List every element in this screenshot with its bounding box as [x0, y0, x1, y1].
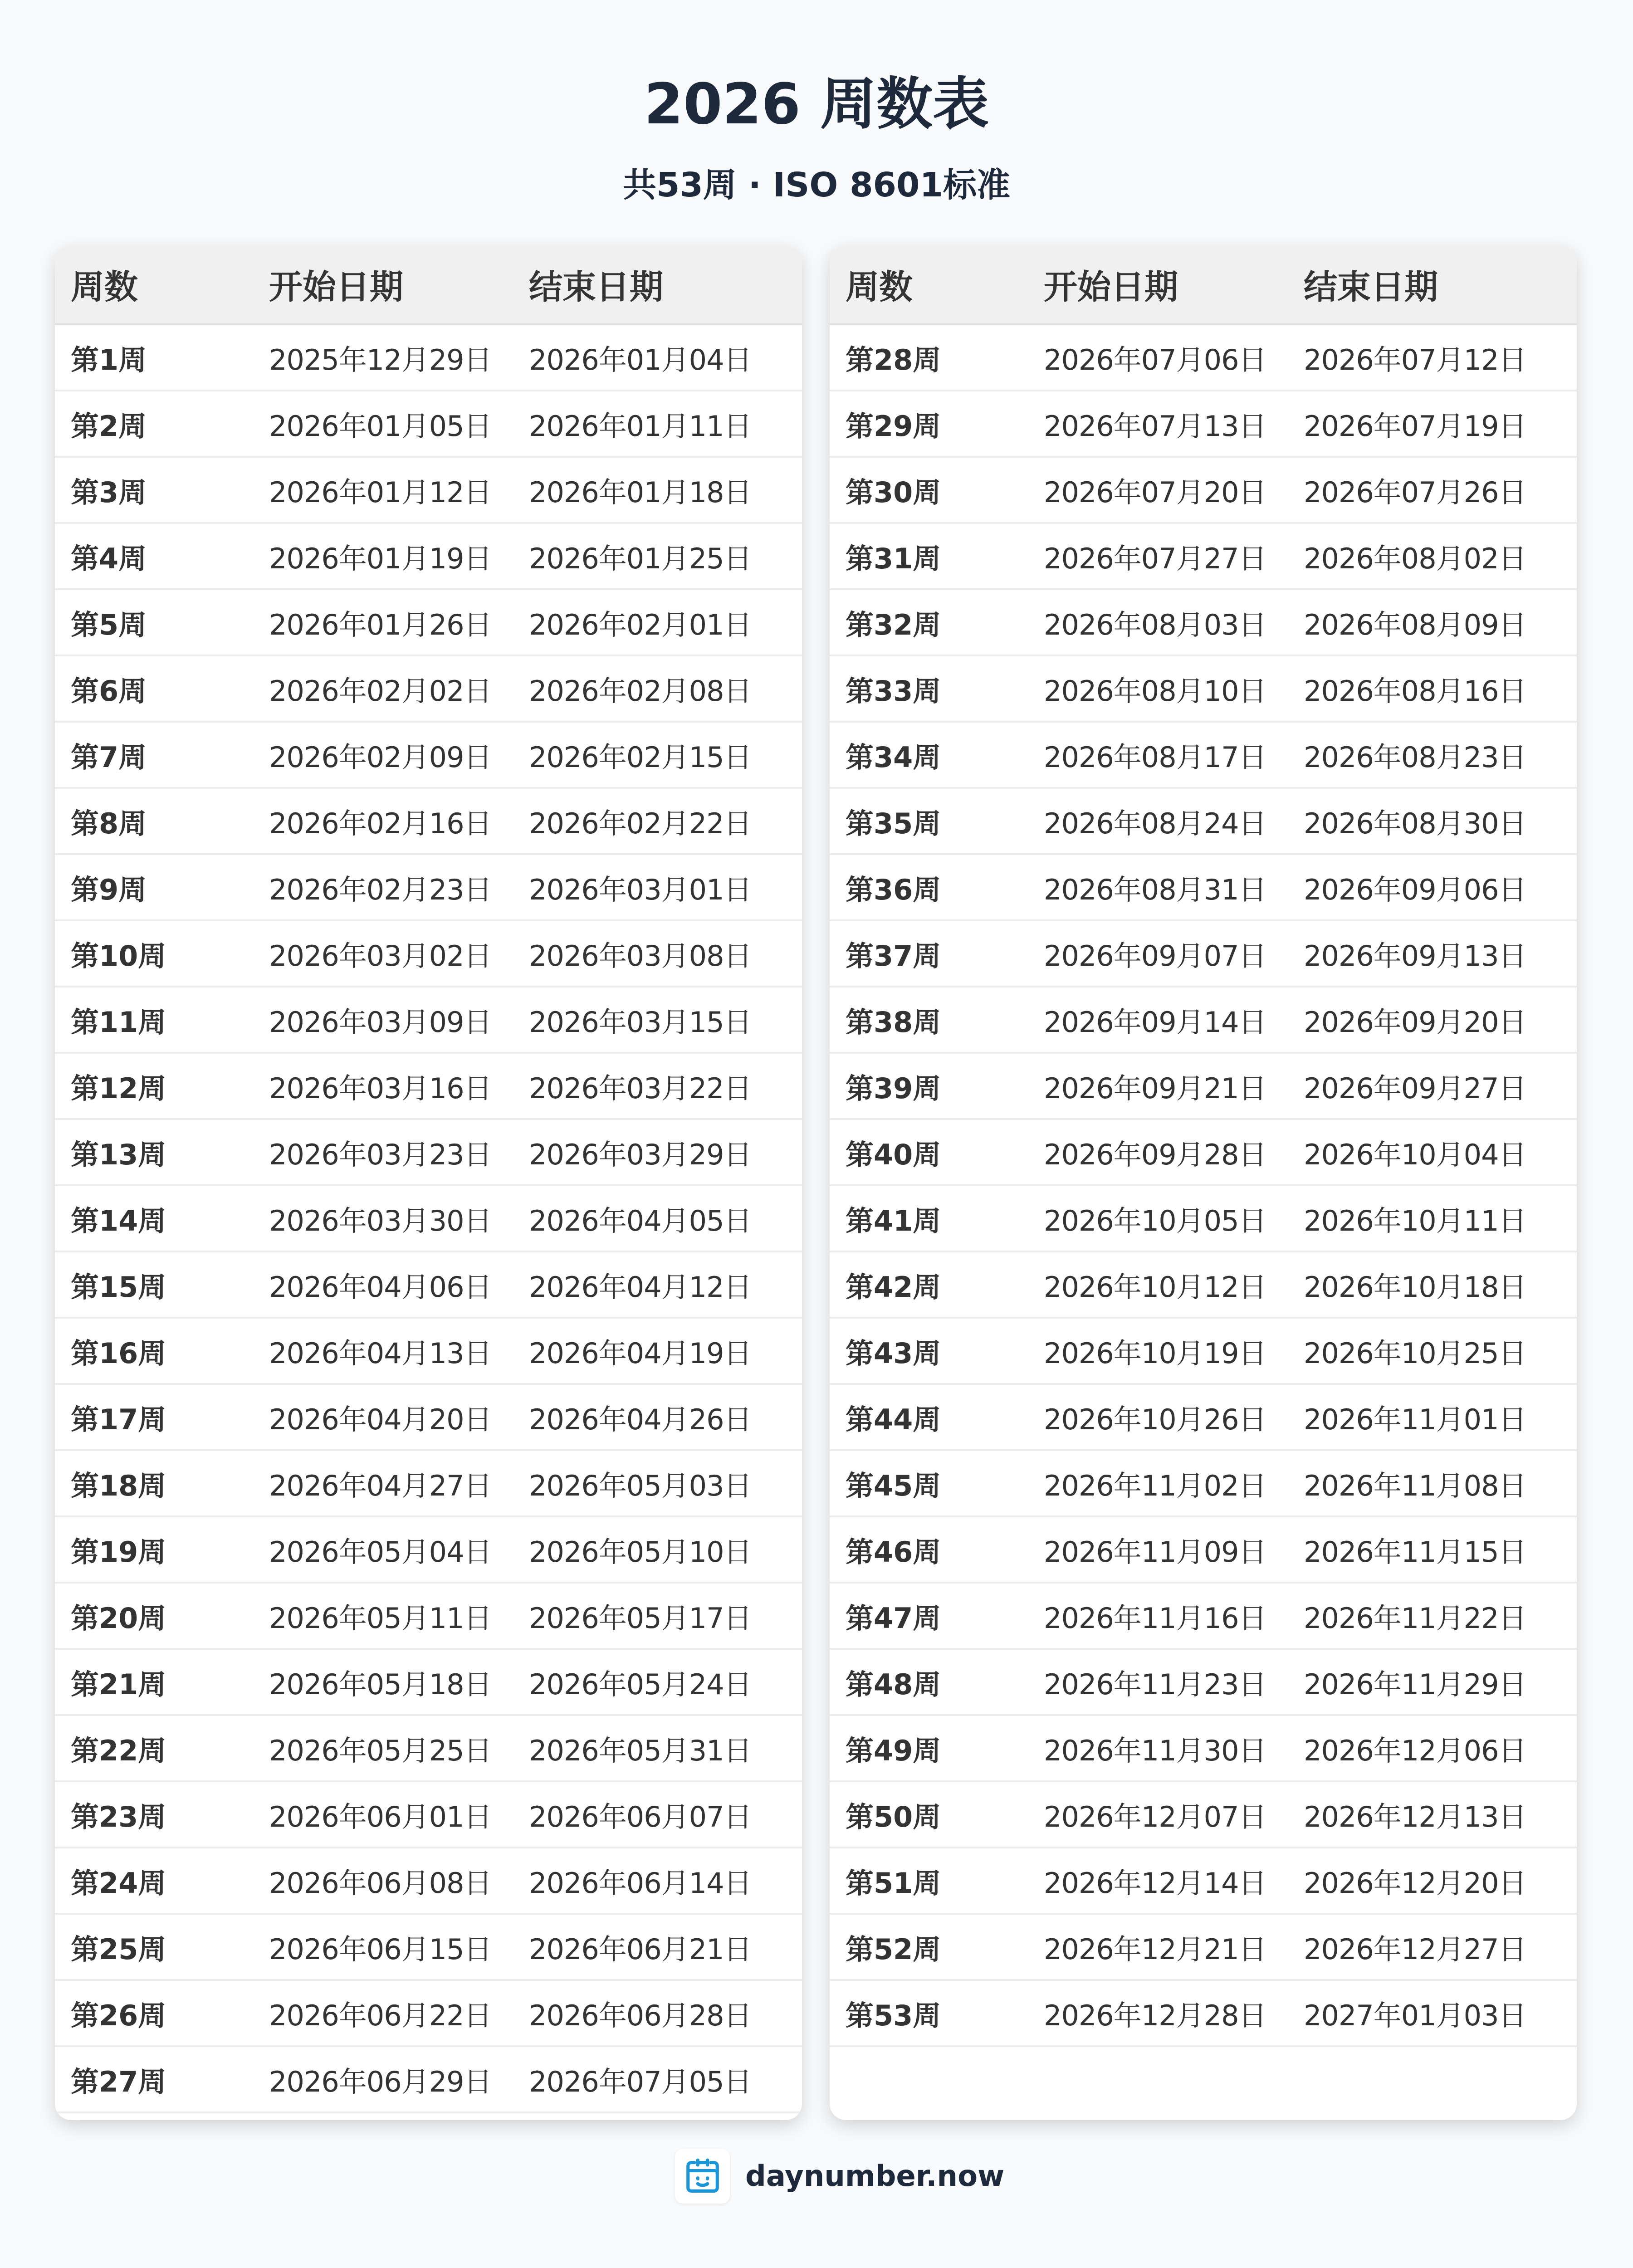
week-number: 第25周	[71, 1932, 166, 1966]
week-number: 第12周	[71, 1071, 166, 1105]
table-row	[830, 656, 1577, 723]
start-date: 2026年10月12日	[1044, 1270, 1266, 1304]
end-date: 2026年01月04日	[529, 343, 752, 376]
start-date: 2026年03月09日	[269, 1005, 492, 1039]
table-row	[55, 1650, 802, 1716]
table-row	[55, 1716, 802, 1782]
week-number: 第27周	[71, 2065, 166, 2098]
end-date: 2026年01月11日	[529, 409, 752, 443]
week-number: 第40周	[846, 1138, 941, 1171]
table-header	[830, 246, 1577, 325]
end-date: 2026年02月22日	[529, 807, 752, 840]
end-date: 2026年08月09日	[1304, 608, 1526, 641]
week-number: 第53周	[846, 1999, 941, 2032]
start-date: 2026年04月06日	[269, 1270, 492, 1304]
end-date: 2026年07月12日	[1304, 343, 1526, 376]
week-number: 第36周	[846, 873, 941, 906]
week-number: 第17周	[71, 1403, 166, 1436]
start-date: 2026年08月31日	[1044, 873, 1266, 906]
end-date: 2026年03月29日	[529, 1138, 752, 1171]
start-date: 2026年08月10日	[1044, 674, 1266, 708]
start-date: 2026年11月09日	[1044, 1535, 1266, 1569]
start-date: 2026年11月23日	[1044, 1667, 1266, 1701]
week-number: 第24周	[71, 1866, 166, 1900]
table-row	[830, 1186, 1577, 1252]
week-number: 第45周	[846, 1469, 941, 1502]
table-header	[55, 246, 802, 325]
end-date: 2026年10月04日	[1304, 1138, 1526, 1171]
end-date: 2026年03月15日	[529, 1005, 752, 1039]
week-number: 第26周	[71, 1999, 166, 2032]
start-date: 2026年05月11日	[269, 1601, 492, 1635]
table-row	[55, 855, 802, 921]
end-date: 2026年07月26日	[1304, 475, 1526, 509]
end-date: 2026年02月01日	[529, 608, 752, 641]
table-row	[55, 987, 802, 1054]
table-row	[55, 1319, 802, 1385]
week-number: 第7周	[71, 740, 147, 774]
end-date: 2026年10月25日	[1304, 1336, 1526, 1370]
end-date: 2026年03月08日	[529, 939, 752, 973]
table-row	[830, 1782, 1577, 1848]
end-date: 2026年08月30日	[1304, 807, 1526, 840]
end-date: 2026年04月05日	[529, 1204, 752, 1237]
week-number: 第34周	[846, 740, 941, 774]
end-date: 2026年03月01日	[529, 873, 752, 906]
table-row	[830, 1517, 1577, 1584]
table-row	[830, 524, 1577, 590]
column-header: 开始日期	[1044, 268, 1178, 307]
week-number: 第38周	[846, 1005, 941, 1039]
week-number: 第11周	[71, 1005, 166, 1039]
week-number: 第31周	[846, 542, 941, 575]
start-date: 2026年08月17日	[1044, 740, 1266, 774]
start-date: 2026年01月12日	[269, 475, 492, 509]
table-row	[830, 723, 1577, 789]
week-number: 第22周	[71, 1734, 166, 1767]
table-row	[830, 1252, 1577, 1319]
week-number: 第1周	[71, 343, 147, 376]
start-date: 2026年08月03日	[1044, 608, 1266, 641]
table-row	[830, 987, 1577, 1054]
table-row	[55, 1451, 802, 1517]
table-row	[55, 325, 802, 391]
week-number: 第5周	[71, 608, 147, 641]
table-row	[830, 1584, 1577, 1650]
week-number: 第43周	[846, 1336, 941, 1370]
week-number: 第4周	[71, 542, 147, 575]
table-row	[55, 458, 802, 524]
start-date: 2026年12月28日	[1044, 1999, 1266, 2032]
start-date: 2026年05月18日	[269, 1667, 492, 1701]
table-row	[830, 590, 1577, 656]
end-date: 2026年06月21日	[529, 1932, 752, 1966]
end-date: 2026年09月13日	[1304, 939, 1526, 973]
week-number: 第21周	[71, 1667, 166, 1701]
week-number: 第14周	[71, 1204, 166, 1237]
table-row	[55, 1584, 802, 1650]
week-number: 第10周	[71, 939, 166, 973]
end-date: 2026年12月27日	[1304, 1932, 1526, 1966]
table-row	[55, 1782, 802, 1848]
page-subtitle: 共53周 · ISO 8601标准	[622, 166, 1011, 205]
end-date: 2026年08月23日	[1304, 740, 1526, 774]
end-date: 2026年05月31日	[529, 1734, 752, 1767]
week-number: 第44周	[846, 1403, 941, 1436]
column-header: 结束日期	[529, 268, 663, 307]
table-row	[55, 391, 802, 458]
column-header: 周数	[71, 268, 138, 307]
table-row	[55, 1120, 802, 1186]
week-number: 第6周	[71, 674, 147, 708]
calendar-smile-icon	[675, 2149, 730, 2204]
start-date: 2026年04月13日	[269, 1336, 492, 1370]
week-table-left	[55, 246, 802, 2120]
start-date: 2026年01月05日	[269, 409, 492, 443]
table-row	[55, 1186, 802, 1252]
end-date: 2026年05月24日	[529, 1667, 752, 1701]
end-date: 2026年02月08日	[529, 674, 752, 708]
start-date: 2026年01月19日	[269, 542, 492, 575]
start-date: 2026年03月30日	[269, 1204, 492, 1237]
table-row	[830, 1120, 1577, 1186]
start-date: 2026年06月08日	[269, 1866, 492, 1900]
week-number: 第49周	[846, 1734, 941, 1767]
end-date: 2026年05月17日	[529, 1601, 752, 1635]
start-date: 2026年03月02日	[269, 939, 492, 973]
table-row	[55, 723, 802, 789]
week-number: 第18周	[71, 1469, 166, 1502]
footer	[675, 2149, 1004, 2204]
page-title: 2026 周数表	[644, 72, 989, 137]
week-number: 第23周	[71, 1800, 166, 1833]
table-row	[55, 1054, 802, 1120]
table-row	[55, 2047, 802, 2113]
week-number: 第47周	[846, 1601, 941, 1635]
table-row	[830, 921, 1577, 987]
column-header: 开始日期	[269, 268, 403, 307]
start-date: 2026年02月23日	[269, 873, 492, 906]
end-date: 2026年05月10日	[529, 1535, 752, 1569]
end-date: 2026年05月03日	[529, 1469, 752, 1502]
table-row	[830, 458, 1577, 524]
end-date: 2026年09月27日	[1304, 1071, 1526, 1105]
week-number: 第20周	[71, 1601, 166, 1635]
start-date: 2026年10月26日	[1044, 1403, 1266, 1436]
table-row	[830, 1650, 1577, 1716]
week-number: 第19周	[71, 1535, 166, 1569]
table-row	[55, 1981, 802, 2047]
table-row	[830, 1451, 1577, 1517]
end-date: 2026年11月22日	[1304, 1601, 1526, 1635]
start-date: 2026年05月25日	[269, 1734, 492, 1767]
week-number: 第33周	[846, 674, 941, 708]
start-date: 2026年04月20日	[269, 1403, 492, 1436]
column-header: 结束日期	[1304, 268, 1438, 307]
start-date: 2026年11月02日	[1044, 1469, 1266, 1502]
week-number: 第32周	[846, 608, 941, 641]
start-date: 2026年06月22日	[269, 1999, 492, 2032]
table-row	[55, 1517, 802, 1584]
table-row	[55, 590, 802, 656]
table-row	[830, 789, 1577, 855]
week-table-right	[830, 246, 1577, 2120]
start-date: 2026年02月16日	[269, 807, 492, 840]
start-date: 2026年01月26日	[269, 608, 492, 641]
end-date: 2026年04月26日	[529, 1403, 752, 1436]
start-date: 2026年04月27日	[269, 1469, 492, 1502]
end-date: 2026年06月28日	[529, 1999, 752, 2032]
table-row	[55, 789, 802, 855]
start-date: 2026年06月15日	[269, 1932, 492, 1966]
start-date: 2026年10月05日	[1044, 1204, 1266, 1237]
start-date: 2026年12月21日	[1044, 1932, 1266, 1966]
table-row	[55, 1848, 802, 1915]
week-number: 第48周	[846, 1667, 941, 1701]
end-date: 2026年09月06日	[1304, 873, 1526, 906]
week-number: 第42周	[846, 1270, 941, 1304]
week-number: 第51周	[846, 1866, 941, 1900]
end-date: 2026年12月13日	[1304, 1800, 1526, 1833]
end-date: 2026年11月29日	[1304, 1667, 1526, 1701]
table-row	[55, 524, 802, 590]
start-date: 2026年10月19日	[1044, 1336, 1266, 1370]
start-date: 2026年12月14日	[1044, 1866, 1266, 1900]
start-date: 2026年03月23日	[269, 1138, 492, 1171]
end-date: 2026年12月20日	[1304, 1866, 1526, 1900]
week-number: 第50周	[846, 1800, 941, 1833]
table-row	[55, 656, 802, 723]
start-date: 2026年07月13日	[1044, 409, 1266, 443]
table-row	[830, 1054, 1577, 1120]
end-date: 2026年10月11日	[1304, 1204, 1526, 1237]
start-date: 2026年02月09日	[269, 740, 492, 774]
week-number: 第30周	[846, 475, 941, 509]
table-row	[830, 1716, 1577, 1782]
table-row	[830, 1981, 1577, 2047]
week-number: 第3周	[71, 475, 147, 509]
start-date: 2026年07月27日	[1044, 542, 1266, 575]
start-date: 2026年05月04日	[269, 1535, 492, 1569]
start-date: 2025年12月29日	[269, 343, 492, 376]
start-date: 2026年09月21日	[1044, 1071, 1266, 1105]
week-number: 第8周	[71, 807, 147, 840]
week-number: 第13周	[71, 1138, 166, 1171]
end-date: 2026年06月07日	[529, 1800, 752, 1833]
end-date: 2026年01月18日	[529, 475, 752, 509]
end-date: 2026年11月08日	[1304, 1469, 1526, 1502]
week-number: 第2周	[71, 409, 147, 443]
column-header: 周数	[846, 268, 913, 307]
start-date: 2026年03月16日	[269, 1071, 492, 1105]
end-date: 2026年08月02日	[1304, 542, 1526, 575]
week-number: 第52周	[846, 1932, 941, 1966]
week-number: 第16周	[71, 1336, 166, 1370]
end-date: 2026年09月20日	[1304, 1005, 1526, 1039]
end-date: 2026年11月15日	[1304, 1535, 1526, 1569]
start-date: 2026年11月30日	[1044, 1734, 1266, 1767]
end-date: 2026年08月16日	[1304, 674, 1526, 708]
brand-name[interactable]: daynumber.now	[745, 2159, 1005, 2193]
end-date: 2026年07月19日	[1304, 409, 1526, 443]
end-date: 2026年06月14日	[529, 1866, 752, 1900]
week-number: 第41周	[846, 1204, 941, 1237]
table-row	[55, 1915, 802, 1981]
start-date: 2026年09月14日	[1044, 1005, 1266, 1039]
end-date: 2026年01月25日	[529, 542, 752, 575]
end-date: 2026年02月15日	[529, 740, 752, 774]
start-date: 2026年11月16日	[1044, 1601, 1266, 1635]
week-number: 第15周	[71, 1270, 166, 1304]
table-row	[55, 921, 802, 987]
table-row	[830, 1848, 1577, 1915]
end-date: 2026年04月12日	[529, 1270, 752, 1304]
table-row	[830, 855, 1577, 921]
table-row	[55, 1385, 802, 1451]
end-date: 2026年04月19日	[529, 1336, 752, 1370]
end-date: 2026年10月18日	[1304, 1270, 1526, 1304]
start-date: 2026年02月02日	[269, 674, 492, 708]
start-date: 2026年07月06日	[1044, 343, 1266, 376]
start-date: 2026年12月07日	[1044, 1800, 1266, 1833]
table-row	[830, 325, 1577, 391]
end-date: 2027年01月03日	[1304, 1999, 1526, 2032]
week-number: 第39周	[846, 1071, 941, 1105]
end-date: 2026年03月22日	[529, 1071, 752, 1105]
end-date: 2026年11月01日	[1304, 1403, 1526, 1436]
week-number: 第35周	[846, 807, 941, 840]
start-date: 2026年06月29日	[269, 2065, 492, 2098]
start-date: 2026年08月24日	[1044, 807, 1266, 840]
end-date: 2026年12月06日	[1304, 1734, 1526, 1767]
table-row	[830, 1915, 1577, 1981]
start-date: 2026年06月01日	[269, 1800, 492, 1833]
end-date: 2026年07月05日	[529, 2065, 752, 2098]
table-row	[55, 1252, 802, 1319]
start-date: 2026年09月28日	[1044, 1138, 1266, 1171]
start-date: 2026年07月20日	[1044, 475, 1266, 509]
start-date: 2026年09月07日	[1044, 939, 1266, 973]
week-number: 第37周	[846, 939, 941, 973]
week-number: 第29周	[846, 409, 941, 443]
table-row	[830, 1319, 1577, 1385]
week-number: 第46周	[846, 1535, 941, 1569]
week-number: 第28周	[846, 343, 941, 376]
week-number: 第9周	[71, 873, 147, 906]
table-row	[830, 391, 1577, 458]
table-row	[830, 1385, 1577, 1451]
